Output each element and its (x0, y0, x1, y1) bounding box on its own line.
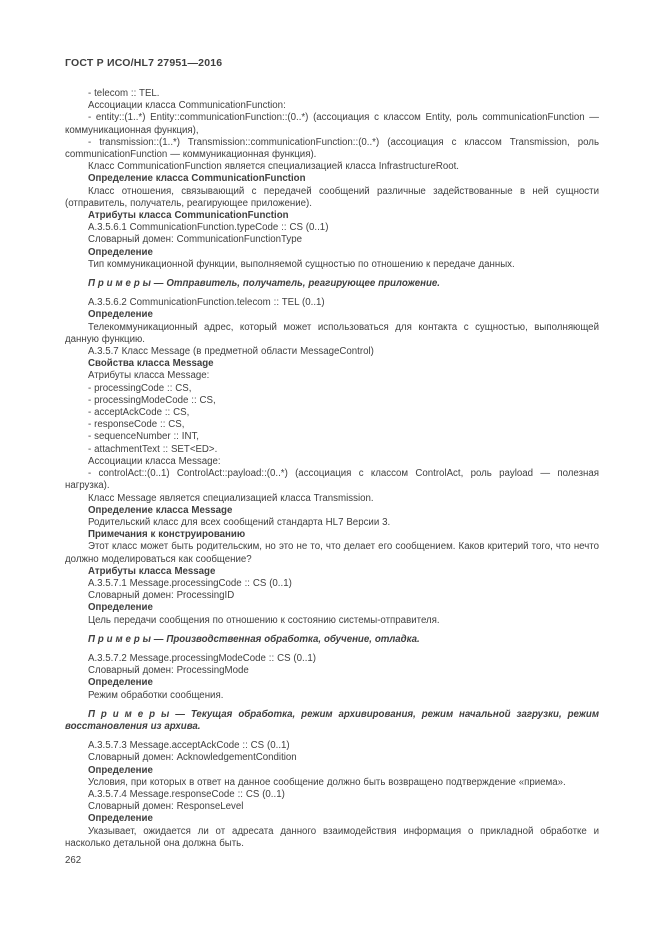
section-heading: Определение (88, 309, 153, 321)
section-heading: Определение класса Message (88, 504, 233, 516)
body-paragraph: - processingModeCode :: CS, (88, 394, 216, 406)
body-paragraph: - responseCode :: CS, (88, 419, 185, 431)
body-paragraph: Класс Message является специализацией класса Transmission. (88, 492, 374, 504)
page-number: 262 (65, 854, 82, 866)
section-heading: Определение (88, 813, 153, 825)
body-paragraph: Ассоциации класса Message: (88, 455, 221, 467)
section-heading: Атрибуты класса Message (88, 565, 216, 577)
body-paragraph: Атрибуты класса Message: (88, 370, 210, 382)
section-heading: Определение (88, 246, 153, 258)
section-heading: Атрибуты класса CommunicationFunction (88, 210, 289, 222)
body-paragraph: А.3.5.7 Класс Message (в предметной области MessageControl) (88, 346, 374, 358)
body-paragraph: Класс отношения, связывающий с передачей сообщений различные задействованные в ней сущности (отправитель, получатель, реагирующее приложение). (65, 185, 599, 209)
section-heading: Свойства класса Message (88, 358, 214, 370)
body-paragraph: - attachmentText :: SET<ED>. (88, 443, 218, 455)
section-heading: Примечания к конструированию (88, 529, 246, 541)
body-paragraph: А.3.5.7.2 Message.processingModeCode :: CS (0..1) (88, 652, 317, 664)
body-paragraph: - entity::(1..*) Entity::communicationFunction::(0..*) (ассоциация с классом Entity, роль communicationFunction — коммуникационная функция), (65, 112, 599, 136)
body-paragraph: - transmission::(1..*) Transmission::communicationFunction::(0..*) (ассоциация с классом Transmission, роль communicationFunction — коммуникационная функция). (65, 136, 599, 161)
body-paragraph: Тип коммуникационной функции, выполняемой сущностью по отношению к передаче данных. (88, 258, 515, 270)
body-paragraph: Класс CommunicationFunction является специализацией класса InfrastructureRoot. (88, 161, 460, 173)
section-heading: Определение (88, 677, 153, 689)
body-paragraph: Режим обработки сообщения. (88, 689, 224, 701)
body-paragraph: Указывает, ожидается ли от адресата данного взаимодействия информация о прикладной обработке и насколько детальной она должна быть. (65, 825, 599, 849)
body-paragraph: Словарный домен: ProcessingID (88, 590, 235, 602)
section-heading: Определение (88, 602, 153, 614)
example-paragraph: П р и м е р ы — Производственная обработка, обучение, отладка. (88, 633, 420, 645)
section-heading: Определение класса CommunicationFunction (88, 173, 306, 185)
section-heading: Определение (88, 764, 153, 776)
body-paragraph: А.3.5.6.2 CommunicationFunction.telecom :: TEL (0..1) (88, 297, 325, 309)
body-paragraph: Телекоммуникационный адрес, который может использоваться для контакта с сущностью, выполняющей данную функцию. (65, 321, 599, 345)
body-paragraph: - controlAct::(0..1) ControlAct::payload::(0..*) (ассоциация с классом ControlAct, роль payload — полезная нагрузка). (65, 468, 599, 492)
body-paragraph: Условия, при которых в ответ на данное сообщение должно быть возвращено подтверждение «приема». (88, 776, 566, 788)
body-paragraph: - acceptAckCode :: CS, (88, 407, 190, 419)
body-paragraph: А.3.5.7.3 Message.acceptAckCode :: CS (0..1) (88, 740, 290, 752)
body-paragraph: Словарный домен: AcknowledgementCondition (88, 752, 297, 764)
body-paragraph: - processingCode :: CS, (88, 382, 192, 394)
body-paragraph: Словарный домен: ProcessingMode (88, 665, 249, 677)
example-paragraph: П р и м е р ы — Текущая обработка, режим архивирования, режим начальной загрузки, режим восстановления из архива. (65, 708, 599, 732)
body-paragraph: Словарный домен: CommunicationFunctionType (88, 234, 303, 246)
document-header: ГОСТ Р ИСО/HL7 27951—2016 (65, 57, 223, 69)
body-paragraph: А.3.5.6.1 CommunicationFunction.typeCode :: CS (0..1) (88, 222, 329, 234)
body-paragraph: Этот класс может быть родительским, но это не то, что делает его сообщением. Каков критерий того, что нечто должно моделироваться как сообщение? (65, 541, 599, 565)
body-paragraph: Ассоциации класса CommunicationFunction: (88, 100, 286, 112)
body-paragraph: Словарный домен: ResponseLevel (88, 801, 244, 813)
body-paragraph: Цель передачи сообщения по отношению к состоянию системы-отправителя. (88, 614, 440, 626)
body-paragraph: Родительский класс для всех сообщений стандарта HL7 Версии 3. (88, 516, 391, 528)
body-paragraph: - telecom :: TEL. (88, 88, 160, 99)
body-paragraph: А.3.5.7.1 Message.processingCode :: CS (0..1) (88, 577, 292, 589)
document-body (65, 88, 599, 850)
body-paragraph: - sequenceNumber :: INT, (88, 431, 199, 443)
body-paragraph: А.3.5.7.4 Message.responseCode :: CS (0..1) (88, 788, 285, 800)
example-paragraph: П р и м е р ы — Отправитель, получатель, реагирующее приложение. (88, 278, 440, 290)
